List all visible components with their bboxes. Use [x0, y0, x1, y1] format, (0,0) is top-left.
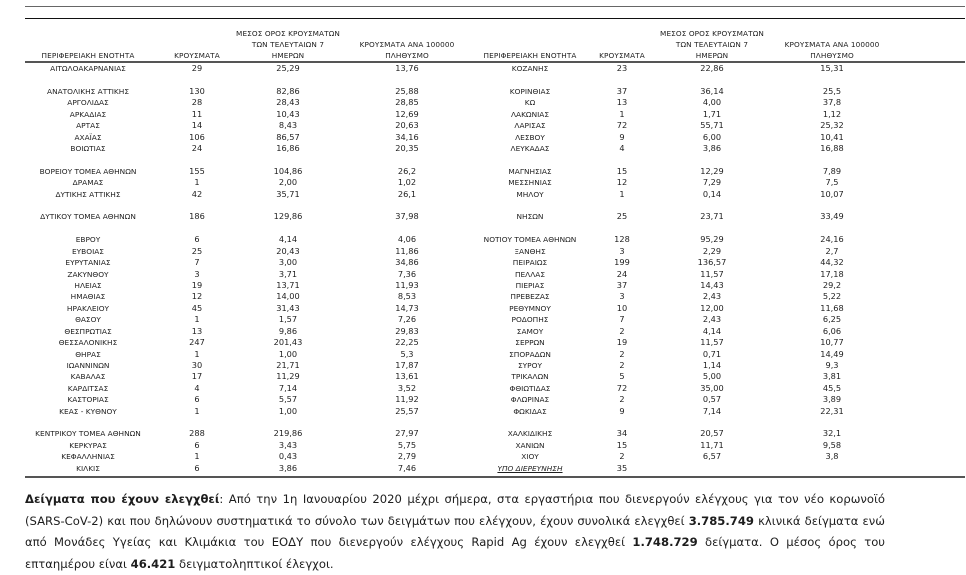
table-row-cases: 13: [616, 97, 628, 108]
table-row-per100k: 6,06: [822, 325, 842, 336]
table-row-avg7: 2,43: [702, 291, 722, 302]
table-row-per100k: 17,18: [820, 268, 844, 279]
table-row-region: ΙΩΑΝΝΙΝΩΝ: [66, 360, 110, 370]
table-row-region: ΚΩ: [524, 98, 536, 108]
table-row-avg7: 2,29: [702, 245, 722, 256]
table-row-per100k: 32,1: [822, 428, 842, 439]
table-row-region: ΥΠΟ ΔΙΕΡΕΥΝΗΣΗ: [497, 463, 563, 473]
table-row-per100k: 44,32: [820, 257, 844, 268]
table-row-per100k: 45,5: [822, 382, 842, 393]
table-row-per100k: 26,2: [397, 165, 417, 176]
table-row-region: ΧΑΝΙΩΝ: [515, 440, 545, 450]
table-row-cases: 19: [191, 279, 203, 290]
right-header-avg7-l2: ΤΩΝ ΤΕΛΕΥΤΑΙΩΝ 7: [675, 40, 749, 49]
table-row-region: ΖΑΚΥΝΘΟΥ: [67, 269, 109, 279]
top-rule: [25, 6, 965, 7]
table-row-cases: 130: [189, 85, 205, 96]
table-row-per100k: 33,49: [820, 211, 844, 222]
table-row-per100k: 16,88: [820, 142, 844, 153]
table-row-per100k: 4,06: [397, 234, 417, 245]
table-row-region: ΦΩΚΙΔΑΣ: [513, 406, 547, 416]
table-row-per100k: 7,89: [822, 165, 842, 176]
table-row-region: ΠΕΙΡΑΙΩΣ: [512, 258, 548, 268]
table-row-per100k: 7,26: [397, 314, 417, 325]
table-row-avg7: 14,43: [700, 279, 724, 290]
table-row-cases: 128: [614, 234, 630, 245]
table-row-region: ΛΕΣΒΟΥ: [515, 132, 545, 142]
table-row-avg7: 28,43: [276, 97, 300, 108]
right-header-per100k-l1: ΚΡΟΥΣΜΑΤΑ ΑΝΑ 100000: [784, 40, 880, 49]
table-row-per100k: 37,98: [395, 211, 419, 222]
right-header-avg7-l1: ΜΕΣΟΣ ΟΡΟΣ ΚΡΟΥΣΜΑΤΩΝ: [660, 29, 764, 38]
table-row-per100k: 3,8: [825, 451, 839, 462]
table-row-cases: 199: [614, 257, 630, 268]
table-row-avg7: 0,14: [702, 188, 722, 199]
table-row-per100k: 1,12: [822, 108, 842, 119]
table-row-per100k: 10,41: [820, 131, 844, 142]
table-row-per100k: 25,88: [395, 85, 419, 96]
table-row-cases: 15: [616, 439, 628, 450]
table-row-cases: 1: [194, 405, 200, 416]
table-row-region: ΘΕΣΠΡΩΤΙΑΣ: [64, 326, 112, 336]
table-row-avg7: 25,29: [276, 63, 300, 73]
table-row-per100k: 11,86: [395, 245, 419, 256]
table-row-region: ΧΑΛΚΙΔΙΚΗΣ: [507, 429, 553, 439]
table-row-avg7: 5,57: [278, 394, 298, 405]
table-row-cases: 11: [191, 108, 203, 119]
table-row-per100k: 5,3: [400, 348, 414, 359]
right-header-avg7-l3: ΗΜΕΡΩΝ: [695, 51, 729, 60]
table-row-region: ΠΡΕΒΕΖΑΣ: [510, 292, 550, 302]
table-row-region: ΧΙΟΥ: [521, 452, 539, 462]
table-row-per100k: 24,16: [820, 234, 844, 245]
table-row-avg7: 12,29: [700, 165, 724, 176]
table-row-region: ΚΕΡΚΥΡΑΣ: [69, 440, 107, 450]
left-header-avg7-l2: ΤΩΝ ΤΕΛΕΥΤΑΙΩΝ 7: [251, 40, 325, 49]
table-row-region: ΗΛΕΙΑΣ: [74, 280, 102, 290]
table-row-per100k: 14,73: [395, 302, 419, 313]
top-rule-2: [25, 18, 965, 19]
bottom-rule: [25, 476, 965, 478]
table-row-per100k: 2,79: [397, 451, 417, 462]
clinical-samples-count: 3.785.749: [688, 513, 754, 528]
table-row-avg7: 1,00: [278, 405, 298, 416]
table-row-region: ΠΙΕΡΙΑΣ: [515, 280, 545, 290]
table-row-cases: 23: [616, 63, 628, 73]
table-row-per100k: 25,5: [822, 85, 842, 96]
left-header-region: ΠΕΡΙΦΕΡΕΙΑΚΗ ΕΝΟΤΗΤΑ: [41, 51, 135, 60]
table-row-avg7: 36,14: [700, 85, 724, 96]
table-row-cases: 2: [619, 325, 625, 336]
table-row-cases: 4: [194, 382, 200, 393]
table-row-cases: 24: [191, 142, 203, 153]
samples-paragraph: Δείγματα που έχουν ελεγχθεί: Από την 1η Ιανουαρίου 2020 μέχρι σήμερα, στα εργαστήρια που διενεργούν ελέγχους για τον νέο κορωνοϊό (SARS-CoV-2) και που δηλώνουν συστηματικά το σύνολο των δειγμάτων που ελέγχουν, έχουν συνολικά ελεγχθεί 3.785.749 κλινικά δείγματα ενώ από Μονάδες Υγείας και Κλιμάκια του ΕΟΔΥ που διενεργούν ελέγχους Rapid Ag έχουν ελεγχθεί 1.748.729 δείγματα. Ο μέσος όρος του επταημέρου είναι 46.421 δειγματοληπτικοί έλεγχοι.: [25, 492, 885, 571]
table-row-avg7: 129,86: [273, 211, 303, 222]
table-row-avg7: 35,00: [700, 382, 724, 393]
table-row-avg7: 16,86: [276, 142, 300, 153]
table-row-per100k: 22,31: [820, 405, 844, 416]
table-row-per100k: 20,63: [395, 120, 419, 131]
table-row-avg7: 3,86: [702, 142, 722, 153]
table-row-cases: 25: [616, 211, 628, 222]
table-row-cases: 5: [619, 371, 625, 382]
table-row-region: ΛΑΚΩΝΙΑΣ: [510, 109, 550, 119]
table-row-per100k: 9,58: [822, 439, 842, 450]
table-row-region: ΒΟΡΕΙΟΥ ΤΟΜΕΑ ΑΘΗΝΩΝ: [39, 166, 137, 176]
table-row-per100k: 11,93: [395, 279, 419, 290]
table-row-per100k: 7,46: [397, 462, 417, 473]
table-row-cases: 2: [619, 348, 625, 359]
rapid-samples-count: 1.748.729: [632, 535, 698, 549]
table-row-region: ΚΕΝΤΡΙΚΟΥ ΤΟΜΕΑ ΑΘΗΝΩΝ: [35, 429, 141, 439]
table-row-avg7: 3,00: [278, 257, 298, 268]
table-row-per100k: 37,8: [822, 97, 842, 108]
table-row-cases: 288: [189, 428, 205, 439]
table-row-cases: 1: [619, 188, 625, 199]
table-row-per100k: 34,86: [395, 257, 419, 268]
table-row-per100k: 7,5: [825, 177, 839, 188]
table-row-per100k: 27,97: [395, 428, 419, 439]
table-row-cases: 6: [194, 234, 200, 245]
table-row-per100k: 28,85: [395, 97, 419, 108]
table-row-per100k: 5,75: [397, 439, 417, 450]
table-row-region: ΚΑΒΑΛΑΣ: [70, 372, 106, 382]
table-row-cases: 10: [616, 302, 628, 313]
table-row-region: ΑΡΤΑΣ: [76, 121, 100, 131]
table-row-cases: 2: [619, 394, 625, 405]
table-row-avg7: 9,86: [278, 325, 298, 336]
table-row-region: ΜΑΓΝΗΣΙΑΣ: [508, 166, 552, 176]
table-row-cases: 3: [619, 291, 625, 302]
table-row-region: ΔΥΤΙΚΟΥ ΤΟΜΕΑ ΑΘΗΝΩΝ: [40, 212, 136, 222]
table-row-avg7: 7,14: [278, 382, 298, 393]
table-row-cases: 3: [619, 245, 625, 256]
table-row-per100k: 3,81: [822, 371, 842, 382]
table-row-avg7: 104,86: [273, 165, 303, 176]
samples-label: Δείγματα που έχουν ελεγχθεί: [25, 492, 220, 506]
table-row-avg7: 7,14: [702, 405, 722, 416]
table-row-cases: 14: [191, 120, 203, 131]
table-row-cases: 6: [194, 394, 200, 405]
table-row-region: ΚΟΖΑΝΗΣ: [511, 64, 549, 73]
left-header-cases: ΚΡΟΥΣΜΑΤΑ: [174, 51, 220, 60]
table-row-per100k: 10,77: [820, 337, 844, 348]
table-row-per100k: 11,92: [395, 394, 419, 405]
left-header-per100k-l2: ΠΛΗΘΥΣΜΟ: [385, 51, 429, 60]
table-row-region: ΚΟΡΙΝΘΙΑΣ: [509, 86, 551, 96]
table-row-cases: 29: [191, 63, 203, 73]
table-row-region: ΣΠΟΡΑΔΩΝ: [509, 349, 551, 359]
table-row-cases: 4: [619, 142, 625, 153]
table-row-cases: 30: [191, 359, 203, 370]
table-row-avg7: 82,86: [276, 85, 300, 96]
table-row-cases: 13: [191, 325, 203, 336]
table-row-avg7: 2,00: [278, 177, 298, 188]
right-header-cases: ΚΡΟΥΣΜΑΤΑ: [599, 51, 645, 60]
table-row-avg7: 20,57: [700, 428, 724, 439]
table-row-region: ΜΕΣΣΗΝΙΑΣ: [508, 178, 552, 188]
table-row-avg7: 11,29: [276, 371, 300, 382]
table-row-avg7: 22,86: [700, 63, 724, 73]
table-row-region: ΣΑΜΟΥ: [516, 326, 544, 336]
table-row-cases: 72: [616, 382, 628, 393]
table-row-avg7: 4,14: [278, 234, 298, 245]
table-row-cases: 37: [616, 85, 628, 96]
table-row-avg7: 8,43: [278, 120, 298, 131]
table-row-region: ΗΡΑΚΛΕΙΟΥ: [66, 303, 110, 313]
table-row-region: ΑΡΓΟΛΙΔΑΣ: [67, 98, 109, 108]
table-row-region: ΣΕΡΡΩΝ: [515, 338, 545, 348]
table-row-per100k: 11,68: [820, 302, 844, 313]
table-row-avg7: 23,71: [700, 211, 724, 222]
table-row-per100k: 17,87: [395, 359, 419, 370]
table-row-per100k: 26,1: [397, 188, 417, 199]
table-row-cases: 2: [619, 359, 625, 370]
table-row-per100k: 7,36: [397, 268, 417, 279]
table-row-cases: 9: [619, 131, 625, 142]
table-row-avg7: 3,43: [278, 439, 298, 450]
table-row-region: ΡΕΘΥΜΝΟΥ: [509, 303, 551, 313]
table-row-region: ΑΡΚΑΔΙΑΣ: [69, 109, 107, 119]
table-row-avg7: 1,00: [278, 348, 298, 359]
table-row-avg7: 219,86: [273, 428, 303, 439]
table-row-per100k: 6,25: [822, 314, 842, 325]
table-row-per100k: 15,31: [820, 63, 844, 73]
table-row-region: ΛΑΡΙΣΑΣ: [514, 121, 546, 131]
left-header-per100k-l1: ΚΡΟΥΣΜΑΤΑ ΑΝΑ 100000: [359, 40, 455, 49]
table-row-region: ΡΟΔΟΠΗΣ: [511, 315, 549, 325]
table-row-cases: 37: [616, 279, 628, 290]
table-row-cases: 3: [194, 268, 200, 279]
table-row-avg7: 10,43: [276, 108, 300, 119]
table-row-cases: 1: [194, 348, 200, 359]
table-row-cases: 12: [191, 291, 203, 302]
table-row-cases: 25: [191, 245, 203, 256]
table-row-avg7: 14,00: [276, 291, 300, 302]
table-row-cases: 2: [619, 451, 625, 462]
table-row-per100k: 3,89: [822, 394, 842, 405]
right-header-per100k-l2: ΠΛΗΘΥΣΜΟ: [810, 51, 854, 60]
table-row-region: ΚΕΦΑΛΛΗΝΙΑΣ: [61, 452, 115, 462]
table-row-cases: 1: [194, 177, 200, 188]
right-header-region: ΠΕΡΙΦΕΡΕΙΑΚΗ ΕΝΟΤΗΤΑ: [483, 51, 577, 60]
table-row-avg7: 6,00: [702, 131, 722, 142]
table-row-region: ΑΧΑΪΑΣ: [74, 132, 102, 142]
table-row-region: ΕΥΡΥΤΑΝΙΑΣ: [65, 258, 111, 268]
table-row-cases: 72: [616, 120, 628, 131]
daily-average-count: 46.421: [130, 556, 176, 571]
table-row-region: ΚΕΑΣ - ΚΥΘΝΟΥ: [59, 406, 117, 416]
table-row-avg7: 7,29: [702, 177, 722, 188]
table-row-avg7: 20,43: [276, 245, 300, 256]
table-row-per100k: 14,49: [820, 348, 844, 359]
table-row-avg7: 13,71: [276, 279, 300, 290]
table-row-per100k: 3,52: [397, 382, 417, 393]
table-row-per100k: 22,25: [395, 337, 419, 348]
table-row-avg7: 35,71: [276, 188, 300, 199]
table-row-cases: 9: [619, 405, 625, 416]
table-row-cases: 34: [616, 428, 628, 439]
table-row-cases: 155: [189, 165, 205, 176]
table-row-avg7: 4,14: [702, 325, 722, 336]
table-row-cases: 45: [191, 302, 203, 313]
table-row-per100k: 20,35: [395, 142, 419, 153]
table-row-avg7: 3,86: [278, 462, 298, 473]
table-row-region: ΝΟΤΙΟΥ ΤΟΜΕΑ ΑΘΗΝΩΝ: [483, 235, 577, 245]
table-row-avg7: 3,71: [278, 268, 298, 279]
table-row-cases: 35: [616, 462, 628, 473]
table-row-avg7: 2,43: [702, 314, 722, 325]
table-row-avg7: 1,57: [278, 314, 298, 325]
table-row-avg7: 55,71: [700, 120, 724, 131]
table-row-per100k: 34,16: [395, 131, 419, 142]
table-row-region: ΕΥΒΟΙΑΣ: [72, 246, 104, 256]
table-row-cases: 42: [191, 188, 203, 199]
table-row-region: ΔΥΤΙΚΗΣ ΑΤΤΙΚΗΣ: [55, 189, 121, 199]
table-row-cases: 247: [189, 337, 205, 348]
table-row-per100k: 12,69: [395, 108, 419, 119]
table-row-cases: 7: [619, 314, 625, 325]
table-row-avg7: 5,00: [702, 371, 722, 382]
table-row-avg7: 11,71: [700, 439, 724, 450]
table-row-region: ΤΡΙΚΑΛΩΝ: [511, 372, 549, 382]
table-row-avg7: 6,57: [702, 451, 722, 462]
table-row-region: ΠΕΛΛΑΣ: [514, 269, 546, 279]
table-row-cases: 28: [191, 97, 203, 108]
table-row-region: ΑΙΤΩΛΟΑΚΑΡΝΑΝΙΑΣ: [50, 64, 126, 73]
table-row-cases: 1: [194, 314, 200, 325]
table-row-region: ΣΥΡΟΥ: [518, 360, 542, 370]
table-row-avg7: 0,71: [702, 348, 722, 359]
table-row-per100k: 8,53: [397, 291, 417, 302]
table-row-per100k: 29,83: [395, 325, 419, 336]
table-row-cases: 17: [191, 371, 203, 382]
table-row-region: ΞΑΝΘΗΣ: [514, 246, 546, 256]
table-row-region: ΕΒΡΟΥ: [75, 235, 101, 245]
table-row-region: ΝΗΣΩΝ: [516, 212, 544, 222]
table-row-cases: 6: [194, 462, 200, 473]
table-row-per100k: 5,22: [822, 291, 842, 302]
table-row-region: ΗΜΑΘΙΑΣ: [70, 292, 106, 302]
table-row-cases: 1: [194, 451, 200, 462]
table-row-region: ΒΟΙΩΤΙΑΣ: [70, 143, 106, 153]
table-row-avg7: 31,43: [276, 302, 300, 313]
table-row-per100k: 13,61: [395, 371, 419, 382]
table-row-per100k: 13,76: [395, 63, 419, 73]
table-row-avg7: 11,57: [700, 337, 724, 348]
table-row-per100k: 29,2: [822, 279, 842, 290]
table-row-cases: 186: [189, 211, 205, 222]
table-row-region: ΔΡΑΜΑΣ: [72, 178, 104, 188]
table-row-avg7: 95,29: [700, 234, 724, 245]
table-row-region: ΘΗΡΑΣ: [75, 349, 101, 359]
table-row-avg7: 136,57: [697, 257, 727, 268]
table-row-avg7: 1,71: [702, 108, 722, 119]
table-row-avg7: 4,00: [702, 97, 722, 108]
table-row-avg7: 201,43: [273, 337, 303, 348]
table-row-cases: 12: [616, 177, 628, 188]
table-row-per100k: 25,32: [820, 120, 844, 131]
table-row-avg7: 12,00: [700, 302, 724, 313]
left-header-avg7-l3: ΗΜΕΡΩΝ: [271, 51, 305, 60]
table-row-avg7: 0,43: [278, 451, 298, 462]
table-row-avg7: 0,57: [702, 394, 722, 405]
table-row-cases: 1: [619, 108, 625, 119]
table-row-avg7: 21,71: [276, 359, 300, 370]
table-row-cases: 24: [616, 268, 628, 279]
left-header-avg7-l1: ΜΕΣΟΣ ΟΡΟΣ ΚΡΟΥΣΜΑΤΩΝ: [236, 29, 340, 38]
table-row-region: ΦΘΙΩΤΙΔΑΣ: [509, 383, 551, 393]
table-row-avg7: 1,14: [702, 359, 722, 370]
table-row-region: ΦΛΩΡΙΝΑΣ: [510, 395, 550, 405]
table-row-per100k: 25,57: [395, 405, 419, 416]
table-row-region: ΛΕΥΚΑΔΑΣ: [510, 143, 550, 153]
table-row-cases: 15: [616, 165, 628, 176]
table-row-region: ΑΝΑΤΟΛΙΚΗΣ ΑΤΤΙΚΗΣ: [47, 86, 129, 96]
table-row-avg7: 86,57: [276, 131, 300, 142]
table-row-per100k: 10,07: [820, 188, 844, 199]
table-row-region: ΚΑΣΤΟΡΙΑΣ: [67, 395, 109, 405]
table-row-cases: 6: [194, 439, 200, 450]
table-row-per100k: 1,02: [397, 177, 417, 188]
table-row-per100k: 2,7: [825, 245, 839, 256]
table-row-cases: 7: [194, 257, 200, 268]
table-row-cases: 19: [616, 337, 628, 348]
table-row-avg7: 11,57: [700, 268, 724, 279]
table-row-region: ΚΙΛΚΙΣ: [76, 463, 100, 473]
table-row-region: ΘΕΣΣΑΛΟΝΙΚΗΣ: [58, 338, 118, 348]
table-row-region: ΜΗΛΟΥ: [516, 189, 544, 199]
table-row-per100k: 9,3: [825, 359, 839, 370]
table-row-region: ΘΑΣΟΥ: [75, 315, 101, 325]
table-row-cases: 106: [189, 131, 205, 142]
table-row-region: ΚΑΡΔΙΤΣΑΣ: [67, 383, 109, 393]
